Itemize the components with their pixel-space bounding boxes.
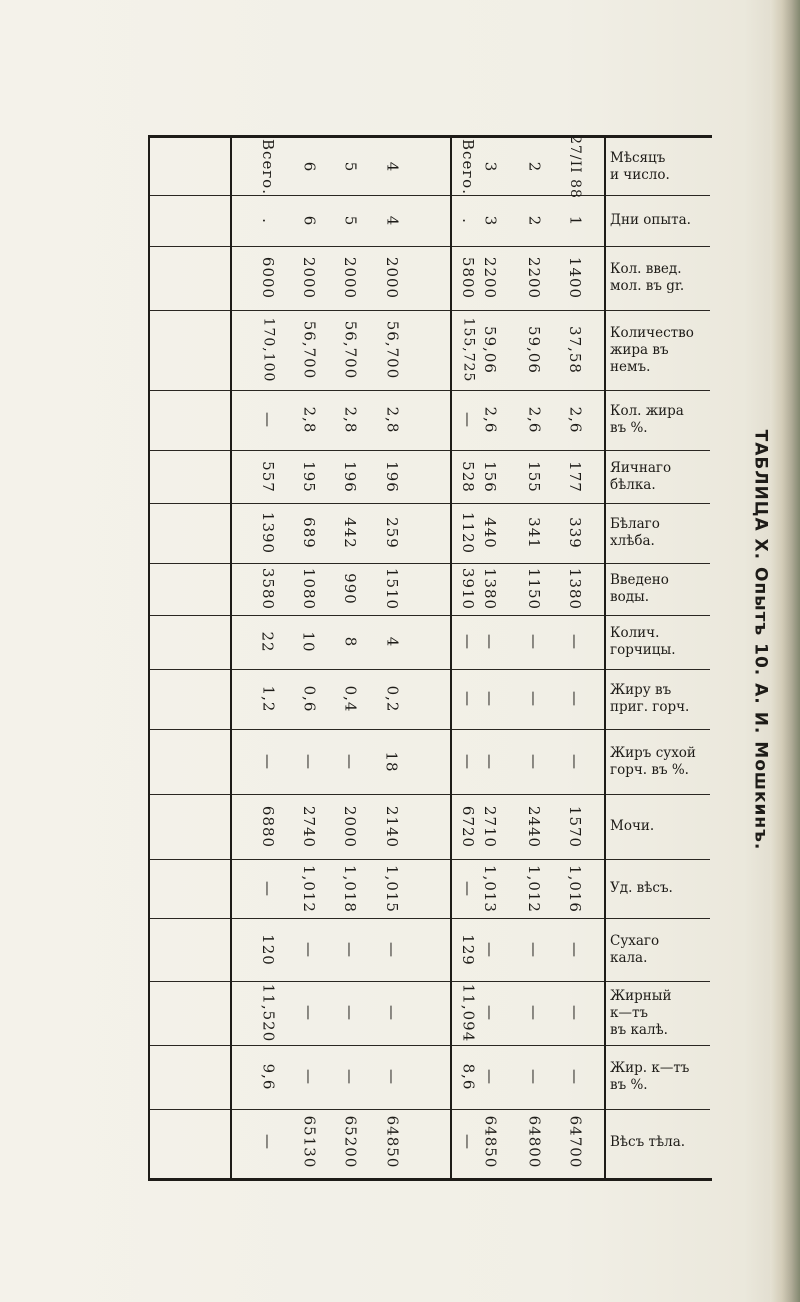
cell-value: — — [383, 941, 401, 958]
cell-value: 2200 — [525, 256, 543, 300]
table-cell — [330, 729, 370, 794]
cell-value: 5 — [340, 161, 359, 172]
cell-value: 2,6 — [565, 406, 584, 434]
cell-value: — — [525, 634, 543, 650]
table-cell — [372, 390, 412, 450]
table-cell — [448, 246, 488, 310]
header-month-date: Мѣсяцъ и число. — [610, 149, 670, 183]
table-cell — [330, 1109, 370, 1175]
cell-value: 1400 — [566, 256, 584, 300]
table-cell — [248, 615, 288, 669]
table-cell — [289, 615, 329, 669]
cell-value: 0,2 — [382, 685, 401, 713]
cell-value: 120 — [258, 933, 277, 966]
cell-value: 27/II 88 — [567, 134, 584, 199]
cell-value: 6 — [299, 161, 318, 172]
cell-value: 2,8 — [299, 406, 318, 434]
data-table — [148, 135, 712, 1181]
cell-value: 528 — [458, 460, 477, 493]
cell-value: — — [459, 1134, 477, 1150]
cell-value: 1,012 — [300, 864, 319, 913]
table-cell — [372, 794, 412, 859]
cell-value: — — [566, 1005, 584, 1021]
cell-value: 2740 — [300, 805, 318, 848]
header-specific-gravity: Уд. вѣсъ. — [610, 880, 673, 896]
table-cell — [372, 729, 412, 794]
table-cell — [372, 195, 412, 246]
table-cell — [555, 390, 595, 450]
table-cell — [289, 503, 329, 563]
cell-value: . — [259, 217, 277, 224]
table-cell — [372, 450, 412, 503]
cell-value: 0,4 — [340, 685, 359, 713]
cell-value: 2200 — [481, 256, 499, 300]
table-cell — [289, 918, 329, 981]
cell-value: — — [341, 941, 359, 958]
table-cell — [555, 729, 595, 794]
cell-value: — — [300, 753, 318, 770]
cell-value: 65130 — [300, 1115, 318, 1169]
cell-value: — — [341, 1069, 359, 1085]
cell-value: 196 — [382, 460, 401, 493]
cell-value: 2140 — [383, 805, 401, 848]
table-cell — [289, 563, 329, 615]
table-cell — [555, 859, 595, 918]
table-cell — [448, 310, 488, 390]
table-cell — [514, 859, 554, 918]
table-cell — [555, 195, 595, 246]
table-cell — [555, 1109, 595, 1175]
column-divider — [230, 138, 232, 1178]
table-cell — [289, 729, 329, 794]
header-dry-feces: Сухаго кала. — [610, 932, 660, 966]
cell-value: — — [481, 1069, 499, 1085]
cell-value: 155 — [524, 460, 543, 493]
table-cell — [330, 615, 370, 669]
table-cell — [514, 669, 554, 729]
cell-value: — — [525, 1069, 543, 1085]
table-cell — [330, 138, 370, 195]
cell-value: 339 — [565, 517, 584, 549]
table-cell — [372, 1109, 412, 1175]
table-cell — [330, 981, 370, 1045]
table-cell — [289, 794, 329, 859]
cell-value: 689 — [299, 517, 318, 549]
cell-value: 1,018 — [341, 864, 360, 913]
table-cell — [514, 310, 554, 390]
cell-value: 37,58 — [566, 326, 585, 374]
table-cell — [248, 450, 288, 503]
cell-value: 1,015 — [383, 864, 402, 913]
table-cell — [555, 310, 595, 390]
table-cell — [448, 563, 488, 615]
table-cell — [448, 669, 488, 729]
cell-value: 11,094 — [459, 983, 477, 1043]
cell-value: — — [481, 691, 499, 707]
cell-value: 0,6 — [299, 685, 318, 713]
cell-value: — — [525, 1005, 543, 1021]
cell-value: 1380 — [481, 567, 499, 611]
cell-value: 64700 — [566, 1115, 584, 1169]
table-cell — [514, 390, 554, 450]
cell-value: — — [259, 1134, 277, 1150]
cell-value: — — [481, 941, 499, 958]
table-cell — [514, 246, 554, 310]
table-cell — [555, 450, 595, 503]
table-cell — [514, 1109, 554, 1175]
cell-value: 18 — [383, 750, 401, 773]
cell-value: 2,6 — [480, 406, 499, 434]
cell-value: — — [341, 753, 359, 770]
cell-value: 341 — [524, 517, 543, 549]
cell-value: 2000 — [341, 805, 359, 848]
table-cell — [555, 134, 595, 199]
table-cell — [248, 390, 288, 450]
table-cell — [372, 246, 412, 310]
header-urine: Мочи. — [610, 818, 655, 834]
cell-value: 4 — [382, 215, 401, 226]
table-cell — [248, 138, 288, 195]
table-cell — [555, 563, 595, 615]
header-water-introduced: Введено воды. — [610, 572, 669, 605]
cell-value: — — [566, 691, 584, 707]
cell-value: 11,520 — [259, 983, 277, 1043]
header-egg-white: Яичнаго бѣлка. — [610, 459, 672, 493]
cell-value: — — [525, 691, 543, 707]
cell-value: — — [566, 634, 584, 650]
table-cell — [248, 246, 288, 310]
cell-value: — — [459, 880, 477, 897]
cell-value: — — [481, 753, 499, 770]
table-cell — [555, 503, 595, 563]
cell-value: 22 — [259, 631, 277, 653]
cell-value: 195 — [299, 460, 318, 493]
header-fat-in-mustard: Жиру въ приг. горч. — [610, 682, 690, 715]
table-cell — [289, 310, 329, 390]
table-cell — [448, 1109, 488, 1175]
cell-value: 1570 — [566, 805, 584, 848]
table-cell — [514, 794, 554, 859]
table-cell — [555, 981, 595, 1045]
cell-value: 177 — [565, 460, 584, 493]
table-cell — [248, 859, 288, 918]
cell-value: 2440 — [525, 805, 543, 848]
table-cell — [289, 138, 329, 195]
header-fatty-acid-feces: Жирный к—тъ въ калѣ. — [610, 987, 672, 1038]
cell-value: 442 — [340, 517, 359, 549]
table-cell — [372, 981, 412, 1045]
cell-value: Всего. — [459, 138, 477, 195]
cell-value: 9,6 — [258, 1063, 277, 1091]
table-cell — [248, 503, 288, 563]
table-cell — [248, 563, 288, 615]
cell-value: 6 — [299, 215, 318, 226]
table-cell — [330, 669, 370, 729]
cell-value: 2000 — [341, 256, 359, 300]
cell-value: 1080 — [300, 567, 318, 611]
cell-value: 156 — [480, 460, 499, 493]
cell-value: 129 — [458, 933, 477, 966]
cell-value: 3 — [480, 161, 499, 172]
table-cell — [372, 563, 412, 615]
table-cell — [330, 563, 370, 615]
cell-value: — — [459, 691, 477, 707]
table-cell — [514, 729, 554, 794]
table-cell — [514, 503, 554, 563]
cell-value: — — [300, 1005, 318, 1021]
table-cell — [514, 563, 554, 615]
table-cell — [248, 195, 288, 246]
table-cell — [289, 669, 329, 729]
table-cell — [248, 794, 288, 859]
table-cell — [514, 918, 554, 981]
table-cell — [248, 729, 288, 794]
cell-value: 1120 — [459, 511, 477, 555]
table-cell — [448, 1045, 488, 1109]
table-cell — [289, 1109, 329, 1175]
header-fatty-acid-percent: Жир. к—тъ въ %. — [610, 1060, 690, 1093]
cell-value: — — [383, 1069, 401, 1085]
cell-value: 56,700 — [383, 320, 401, 380]
cell-value: 56,700 — [341, 320, 359, 380]
table-cell — [555, 669, 595, 729]
cell-value: 2,6 — [524, 406, 543, 434]
table-cell — [372, 138, 412, 195]
side-title: ТАБЛИЦА X. Опытъ 10. А. И. Мошкинъ. — [750, 429, 771, 851]
cell-value: — — [259, 412, 277, 428]
cell-value: — — [259, 753, 277, 770]
header-fat-percent: Кол. жира въ %. — [610, 403, 684, 436]
table-cell — [330, 918, 370, 981]
table-cell — [448, 503, 488, 563]
table-cell — [330, 390, 370, 450]
header-white-bread: Бѣлаго хлѣба. — [610, 516, 660, 549]
cell-value: 1,016 — [566, 864, 585, 913]
table-cell — [448, 729, 488, 794]
cell-value: — — [566, 753, 584, 770]
table-cell — [372, 503, 412, 563]
table-cell — [372, 669, 412, 729]
table-cell — [330, 450, 370, 503]
header-experiment-day: Дни опыта. — [610, 212, 691, 228]
cell-value: 2,8 — [340, 406, 359, 434]
cell-value: 3910 — [459, 567, 477, 611]
table-cell — [289, 981, 329, 1045]
cell-value: 259 — [382, 517, 401, 549]
cell-value: 10 — [300, 631, 318, 653]
cell-value: 6000 — [259, 256, 277, 300]
cell-value: 1390 — [259, 511, 277, 555]
table-cell — [330, 503, 370, 563]
cell-value: 2 — [524, 161, 543, 172]
cell-value: 155,725 — [460, 317, 476, 383]
table-cell — [248, 918, 288, 981]
cell-value: 56,700 — [300, 320, 318, 380]
cell-value: 2000 — [383, 256, 401, 300]
table-cell — [330, 859, 370, 918]
cell-value: 64800 — [525, 1115, 543, 1169]
cell-value: — — [481, 634, 499, 650]
cell-value: 8,6 — [458, 1063, 477, 1091]
table-cell — [248, 310, 288, 390]
header-milk-introduced: Кол. введ. мол. въ gr. — [610, 261, 685, 294]
cell-value: 8 — [340, 636, 359, 648]
cell-value: 3 — [480, 215, 499, 226]
table-cell — [514, 615, 554, 669]
cell-value: 5800 — [459, 256, 477, 300]
cell-value: — — [300, 1069, 318, 1085]
cell-value: 1 — [565, 215, 584, 226]
table-cell — [248, 1109, 288, 1175]
cell-value: 64850 — [481, 1115, 499, 1169]
cell-value: 1380 — [566, 567, 584, 611]
cell-value: 2000 — [300, 256, 318, 300]
table-cell — [372, 859, 412, 918]
header-mustard-amount: Колич. горчицы. — [610, 625, 676, 658]
cell-value: — — [459, 753, 477, 770]
cell-value: 990 — [340, 573, 359, 605]
cell-value: 2710 — [481, 805, 499, 848]
cell-value: — — [459, 412, 477, 428]
table-cell — [448, 195, 488, 246]
table-cell — [555, 794, 595, 859]
table-cell — [289, 246, 329, 310]
cell-value: — — [566, 941, 584, 958]
cell-value: — — [481, 1005, 499, 1021]
table-cell — [514, 1045, 554, 1109]
table-cell — [248, 981, 288, 1045]
table-cell — [330, 310, 370, 390]
table-cell — [514, 195, 554, 246]
header-fat-amount: Количество жира въ немъ. — [610, 324, 694, 375]
cell-value: 170,100 — [260, 317, 276, 383]
table-cell — [330, 195, 370, 246]
table-cell — [514, 981, 554, 1045]
cell-value: — — [259, 880, 277, 897]
header-dry-mustard-fat-percent: Жиръ сухой горч. въ %. — [610, 744, 696, 778]
cell-value: 557 — [258, 460, 277, 493]
cell-value: 440 — [480, 517, 499, 549]
cell-value: — — [459, 634, 477, 650]
cell-value: 1,012 — [525, 864, 544, 913]
cell-value: 1510 — [383, 567, 401, 611]
table-cell — [448, 390, 488, 450]
cell-value: — — [525, 753, 543, 770]
cell-value: — — [300, 941, 318, 958]
table-cell — [555, 918, 595, 981]
table-cell — [289, 1045, 329, 1109]
table-cell — [448, 138, 488, 195]
cell-value: 59,06 — [525, 326, 544, 374]
cell-value: . — [459, 217, 477, 224]
table-cell — [289, 195, 329, 246]
table-cell — [289, 390, 329, 450]
cell-value: 5 — [340, 215, 359, 226]
cell-value: 64850 — [383, 1115, 401, 1169]
cell-value: 65200 — [341, 1115, 359, 1169]
table-cell — [514, 450, 554, 503]
cell-value: 59,06 — [481, 326, 500, 374]
cell-value: 6880 — [259, 805, 277, 848]
table-cell — [448, 859, 488, 918]
cell-value: 4 — [382, 161, 401, 172]
cell-value: 1150 — [525, 567, 543, 611]
table-cell — [372, 310, 412, 390]
cell-value: 1,2 — [258, 685, 277, 713]
cell-value: 2 — [524, 215, 543, 226]
cell-value: — — [341, 1005, 359, 1021]
table-cell — [289, 859, 329, 918]
table-cell — [555, 246, 595, 310]
cell-value: 3580 — [259, 567, 277, 611]
table-cell — [330, 794, 370, 859]
table-cell — [372, 918, 412, 981]
table-cell — [555, 615, 595, 669]
table-cell — [555, 1045, 595, 1109]
cell-value: — — [566, 1069, 584, 1085]
table-cell — [330, 246, 370, 310]
cell-value: 4 — [382, 636, 401, 648]
cell-value: — — [525, 941, 543, 958]
table-cell — [448, 794, 488, 859]
table-cell — [248, 1045, 288, 1109]
cell-value: Всего. — [259, 138, 277, 195]
table-cell — [448, 615, 488, 669]
table-cell — [372, 615, 412, 669]
cell-value: — — [383, 1005, 401, 1021]
cell-value: 196 — [340, 460, 359, 493]
table-cell — [448, 981, 488, 1045]
table-cell — [448, 450, 488, 503]
cell-value: 2,8 — [382, 406, 401, 434]
cell-value: 1,013 — [481, 864, 500, 913]
header-body-weight: Вѣсъ тѣла. — [610, 1133, 686, 1150]
table-cell — [248, 669, 288, 729]
table-cell — [372, 1045, 412, 1109]
cell-value: 6720 — [459, 805, 477, 848]
table-cell — [448, 918, 488, 981]
table-cell — [514, 138, 554, 195]
table-cell — [289, 450, 329, 503]
table-cell — [330, 1045, 370, 1109]
